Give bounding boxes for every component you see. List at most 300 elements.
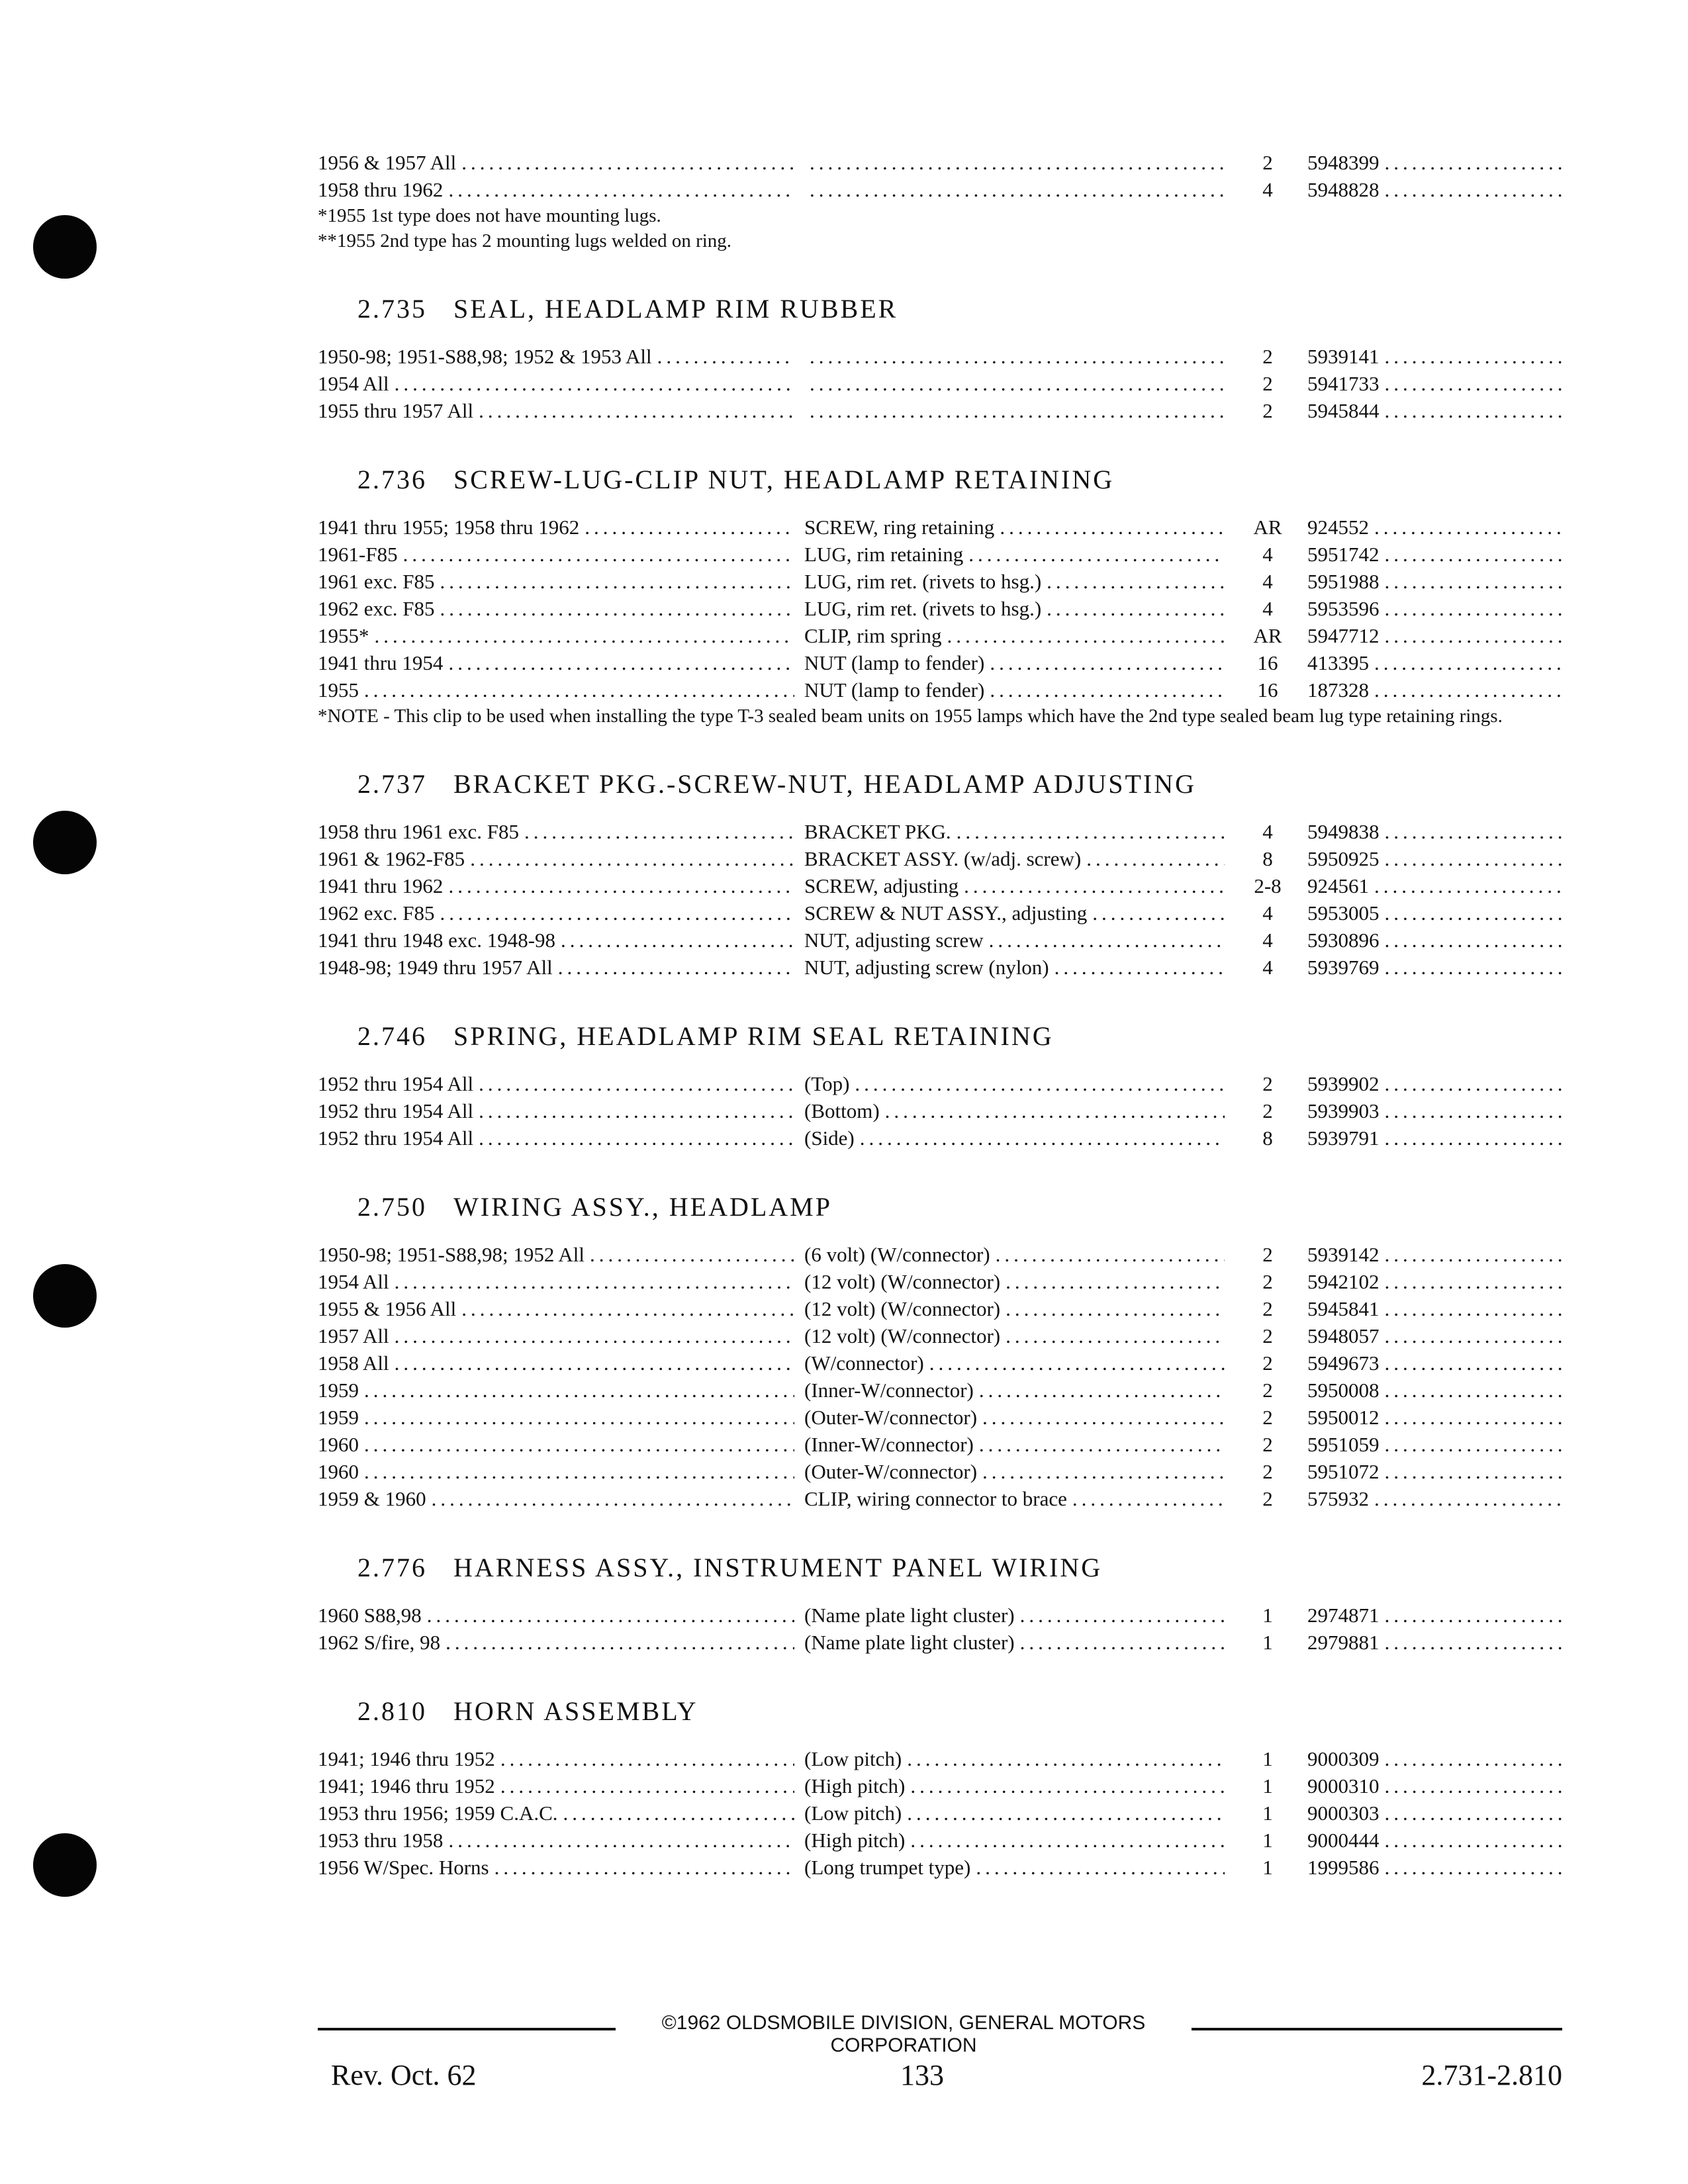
quantity: 2: [1262, 1243, 1273, 1266]
part-row: [318, 1629, 1562, 1656]
dot-leader: [461, 1295, 794, 1322]
part-description-cell: [804, 1431, 1225, 1458]
quantity: 2: [1262, 1351, 1273, 1375]
model-years: 1952 thru 1954 All: [318, 1099, 474, 1122]
part-description: (6 volt) (W/connector): [804, 1243, 990, 1266]
part-number-cell: [1307, 1322, 1566, 1349]
quantity: 1: [1262, 1801, 1273, 1825]
part-description-cell: [804, 568, 1225, 595]
revision-date: Rev. Oct. 62: [331, 2059, 477, 2091]
part-number-cell: [1307, 1745, 1566, 1772]
dot-leader: [500, 1745, 794, 1772]
dot-leader: [448, 872, 794, 899]
quantity: 8: [1262, 1126, 1273, 1150]
model-years: 1959: [318, 1379, 359, 1402]
part-row: [318, 1097, 1562, 1124]
part-number-cell: [1307, 1349, 1566, 1377]
binder-hole: [33, 215, 97, 279]
quantity: 4: [1262, 178, 1273, 201]
part-row: [318, 397, 1562, 424]
part-description-cell: [804, 176, 1225, 203]
dot-leader: [1000, 514, 1225, 541]
model-years-cell: [318, 676, 794, 704]
part-description-cell: [804, 1745, 1225, 1772]
quantity: AR: [1253, 516, 1282, 539]
part-description-cell: [804, 1827, 1225, 1854]
model-years-cell: [318, 1854, 794, 1881]
model-years: 1954 All: [318, 372, 389, 395]
dot-leader: [1006, 1268, 1225, 1295]
model-years: 1941; 1946 thru 1952: [318, 1747, 495, 1770]
dot-leader: [907, 1745, 1225, 1772]
part-number-cell: [1307, 1124, 1566, 1152]
part-number: 187328: [1307, 678, 1369, 702]
model-years: 1958 All: [318, 1351, 389, 1375]
dot-leader: [990, 649, 1225, 676]
model-years: 1955 & 1956 All: [318, 1297, 457, 1320]
parts-section: [318, 1191, 1562, 1512]
part-description-cell: [804, 1854, 1225, 1881]
part-description-cell: [804, 343, 1225, 370]
dot-leader: [364, 1377, 794, 1404]
model-years: 1960: [318, 1460, 359, 1483]
dot-leader: [1385, 1295, 1566, 1322]
part-description: NUT (lamp to fender): [804, 651, 985, 674]
model-years-cell: [318, 1377, 794, 1404]
part-row: [318, 1377, 1562, 1404]
dot-leader: [563, 1799, 794, 1827]
dot-leader: [929, 1349, 1225, 1377]
model-years: 1941; 1946 thru 1952: [318, 1774, 495, 1797]
dot-leader: [976, 1854, 1225, 1881]
dot-leader: [1385, 1349, 1566, 1377]
model-years-cell: [318, 568, 794, 595]
dot-leader: [395, 1322, 794, 1349]
model-years-cell: [318, 176, 794, 203]
part-description: [804, 149, 810, 176]
model-years: 1950-98; 1951-S88,98; 1952 & 1953 All: [318, 345, 652, 368]
part-number-cell: [1307, 818, 1566, 845]
dot-leader: [479, 1097, 794, 1124]
part-number: 5939141: [1307, 345, 1380, 368]
dot-leader: [1385, 1377, 1566, 1404]
part-description: NUT (lamp to fender): [804, 678, 985, 702]
quantity: 16: [1257, 651, 1278, 674]
section-heading: [357, 1021, 1562, 1052]
part-number: 5948399: [1307, 151, 1380, 174]
part-number: 5939142: [1307, 1243, 1380, 1266]
part-number-cell: [1307, 1485, 1566, 1512]
part-description: SCREW, ring retaining: [804, 516, 995, 539]
part-description: (Low pitch): [804, 1801, 902, 1825]
model-years: 1959 & 1960: [318, 1487, 426, 1510]
model-years-cell: [318, 1241, 794, 1268]
part-number-cell: [1307, 622, 1566, 649]
model-years-cell: [318, 1745, 794, 1772]
part-number: 5947712: [1307, 624, 1380, 647]
dot-leader: [1385, 1745, 1566, 1772]
quantity: 2: [1262, 1297, 1273, 1320]
part-description-cell: [804, 1458, 1225, 1485]
part-number-cell: [1307, 1602, 1566, 1629]
dot-leader: [947, 622, 1225, 649]
part-description-cell: [804, 1097, 1225, 1124]
part-number: 5945841: [1307, 1297, 1380, 1320]
binder-hole: [33, 1264, 97, 1328]
dot-leader: [1385, 899, 1566, 927]
dot-leader: [524, 818, 794, 845]
dot-leader: [1385, 818, 1566, 845]
model-years-cell: [318, 370, 794, 397]
model-years: 1962 exc. F85: [318, 597, 435, 620]
dot-leader: [957, 818, 1225, 845]
dot-leader: [810, 149, 1225, 176]
model-years: 1956 W/Spec. Horns: [318, 1856, 489, 1879]
part-row: [318, 872, 1562, 899]
part-number-cell: [1307, 343, 1566, 370]
part-row: [318, 1458, 1562, 1485]
model-years: 1952 thru 1954 All: [318, 1072, 474, 1095]
dot-leader: [982, 1404, 1225, 1431]
part-number-cell: [1307, 1772, 1566, 1799]
part-description: (Outer-W/connector): [804, 1460, 978, 1483]
part-number: 413395: [1307, 651, 1369, 674]
dot-leader: [1385, 1602, 1566, 1629]
part-number-cell: [1307, 1241, 1566, 1268]
dot-leader: [1385, 176, 1566, 203]
part-number: 9000303: [1307, 1801, 1380, 1825]
model-years: 1955*: [318, 624, 369, 647]
section-number: 2.737: [357, 769, 427, 799]
part-row: [318, 1241, 1562, 1268]
dot-leader: [1385, 541, 1566, 568]
part-number-cell: [1307, 872, 1566, 899]
part-row: [318, 370, 1562, 397]
model-years-cell: [318, 1629, 794, 1656]
model-years-cell: [318, 927, 794, 954]
quantity: 2: [1262, 1406, 1273, 1429]
part-description-cell: [804, 649, 1225, 676]
dot-leader: [585, 514, 794, 541]
part-description: [804, 176, 810, 203]
section-title: HORN ASSEMBLY: [453, 1696, 698, 1726]
dot-leader: [1385, 1458, 1566, 1485]
dot-leader: [1385, 595, 1566, 622]
dot-leader: [440, 595, 794, 622]
parts-section: [318, 1696, 1562, 1881]
parts-sections: [318, 293, 1562, 1881]
section-heading: [357, 768, 1562, 799]
quantity: 1: [1262, 1829, 1273, 1852]
part-row: [318, 927, 1562, 954]
part-number: 5951742: [1307, 543, 1380, 566]
part-row: [318, 1799, 1562, 1827]
part-number-cell: [1307, 899, 1566, 927]
section-number: 2.750: [357, 1192, 427, 1222]
dot-leader: [1385, 397, 1566, 424]
dot-leader: [907, 1799, 1225, 1827]
dot-leader: [1092, 899, 1225, 927]
part-row: [318, 1602, 1562, 1629]
part-description-cell: [804, 541, 1225, 568]
section-title: SEAL, HEADLAMP RIM RUBBER: [453, 294, 898, 324]
model-years-cell: [318, 622, 794, 649]
part-description-cell: [804, 1268, 1225, 1295]
quantity: 4: [1262, 597, 1273, 620]
quantity: 2: [1262, 1460, 1273, 1483]
quantity: 2-8: [1254, 874, 1282, 897]
part-number: 5942102: [1307, 1270, 1380, 1293]
continued-parts-table: [318, 149, 1562, 203]
model-years-cell: [318, 1322, 794, 1349]
model-years: 1961-F85: [318, 543, 398, 566]
dot-leader: [590, 1241, 794, 1268]
part-description: (Low pitch): [804, 1747, 902, 1770]
part-row: [318, 1268, 1562, 1295]
model-years: 1948-98; 1949 thru 1957 All: [318, 956, 553, 979]
model-years: 1961 & 1962-F85: [318, 847, 465, 870]
model-years: 1941 thru 1954: [318, 651, 444, 674]
part-number-cell: [1307, 1404, 1566, 1431]
model-years-cell: [318, 397, 794, 424]
model-years: 1958 thru 1961 exc. F85: [318, 820, 519, 843]
part-description-cell: [804, 954, 1225, 981]
dot-leader: [885, 1097, 1225, 1124]
part-description-cell: [804, 1349, 1225, 1377]
part-description-cell: [804, 622, 1225, 649]
part-description-cell: [804, 1377, 1225, 1404]
dot-leader: [479, 1070, 794, 1097]
dot-leader: [1374, 872, 1566, 899]
model-years: 1941 thru 1955; 1958 thru 1962: [318, 516, 580, 539]
part-description: LUG, rim ret. (rivets to hsg.): [804, 570, 1042, 593]
dot-leader: [1385, 1097, 1566, 1124]
part-number-cell: [1307, 1295, 1566, 1322]
part-number: 5949673: [1307, 1351, 1380, 1375]
part-description: [804, 397, 810, 424]
part-number-cell: [1307, 1854, 1566, 1881]
part-number: 5950925: [1307, 847, 1380, 870]
model-years-cell: [318, 872, 794, 899]
parts-list-page: [318, 149, 1562, 1881]
model-years-cell: [318, 649, 794, 676]
part-description-cell: [804, 845, 1225, 872]
part-description-cell: [804, 872, 1225, 899]
dot-leader: [1385, 1854, 1566, 1881]
part-row: [318, 514, 1562, 541]
part-number-cell: [1307, 541, 1566, 568]
section-range: 2.731-2.810: [1421, 2059, 1562, 2091]
dot-leader: [1385, 1772, 1566, 1799]
part-row: [318, 1124, 1562, 1152]
quantity: 1: [1262, 1774, 1273, 1797]
quantity: 2: [1262, 1324, 1273, 1347]
part-number-cell: [1307, 149, 1566, 176]
continued-notes: [318, 203, 1562, 253]
part-row: [318, 1827, 1562, 1854]
dot-leader: [364, 1431, 794, 1458]
part-row: [318, 595, 1562, 622]
dot-leader: [1385, 568, 1566, 595]
part-row: [318, 343, 1562, 370]
section-title: SCREW-LUG-CLIP NUT, HEADLAMP RETAINING: [453, 465, 1115, 494]
part-number-cell: [1307, 649, 1566, 676]
dot-leader: [989, 927, 1225, 954]
model-years-cell: [318, 1458, 794, 1485]
part-number: 5939902: [1307, 1072, 1380, 1095]
section-note: *NOTE - This clip to be used when installing the type T-3 sealed beam units on 1955 lamps which have the 2nd type sealed beam lug type retaining rings.: [318, 705, 1503, 727]
model-years-cell: [318, 343, 794, 370]
dot-leader: [440, 899, 794, 927]
dot-leader: [448, 176, 794, 203]
section-heading: [357, 1191, 1562, 1222]
section-heading: [357, 293, 1562, 324]
part-description: (Outer-W/connector): [804, 1406, 978, 1429]
model-years-cell: [318, 1485, 794, 1512]
part-number-cell: [1307, 1799, 1566, 1827]
part-row: [318, 1349, 1562, 1377]
dot-leader: [964, 872, 1225, 899]
dot-leader: [1374, 514, 1566, 541]
dot-leader: [1374, 1485, 1566, 1512]
dot-leader: [1385, 1827, 1566, 1854]
model-years: 1954 All: [318, 1270, 389, 1293]
part-description-cell: [804, 818, 1225, 845]
part-description-cell: [804, 1241, 1225, 1268]
dot-leader: [810, 397, 1225, 424]
section-title: BRACKET PKG.-SCREW-NUT, HEADLAMP ADJUSTING: [453, 769, 1196, 799]
model-years: 1960 S88,98: [318, 1604, 422, 1627]
model-years-cell: [318, 1097, 794, 1124]
model-years: 1941 thru 1962: [318, 874, 444, 897]
dot-leader: [470, 845, 794, 872]
part-number-cell: [1307, 954, 1566, 981]
part-number: 5930896: [1307, 929, 1380, 952]
dot-leader: [364, 1404, 794, 1431]
dot-leader: [979, 1431, 1225, 1458]
parts-section: [318, 293, 1562, 424]
model-years: 1955: [318, 678, 359, 702]
dot-leader: [996, 1241, 1225, 1268]
parts-section: [318, 464, 1562, 729]
model-years-cell: [318, 1827, 794, 1854]
quantity: 4: [1262, 929, 1273, 952]
dot-leader: [860, 1124, 1225, 1152]
dot-leader: [1006, 1322, 1225, 1349]
part-number-cell: [1307, 1268, 1566, 1295]
part-number-cell: [1307, 514, 1566, 541]
part-description-cell: [804, 1485, 1225, 1512]
part-description-cell: [804, 1602, 1225, 1629]
dot-leader: [1385, 1124, 1566, 1152]
model-years-cell: [318, 595, 794, 622]
part-number-cell: [1307, 1629, 1566, 1656]
part-number-cell: [1307, 370, 1566, 397]
quantity: 2: [1262, 372, 1273, 395]
part-number: 5939791: [1307, 1126, 1380, 1150]
part-number-cell: [1307, 1097, 1566, 1124]
dot-leader: [1385, 954, 1566, 981]
part-description: (Name plate light cluster): [804, 1604, 1015, 1627]
part-description: CLIP, wiring connector to brace: [804, 1487, 1067, 1510]
part-description: SCREW & NUT ASSY., adjusting: [804, 901, 1088, 925]
parts-section: [318, 1552, 1562, 1656]
dot-leader: [910, 1827, 1225, 1854]
footnote: *1955 1st type does not have mounting lugs.: [318, 205, 661, 226]
part-description: LUG, rim ret. (rivets to hsg.): [804, 597, 1042, 620]
dot-leader: [810, 370, 1225, 397]
part-row: [318, 1431, 1562, 1458]
quantity: 2: [1262, 399, 1273, 422]
part-number-cell: [1307, 397, 1566, 424]
part-number-cell: [1307, 676, 1566, 704]
part-number: 5950012: [1307, 1406, 1380, 1429]
dot-leader: [990, 676, 1225, 704]
model-years-cell: [318, 899, 794, 927]
part-description: [804, 370, 810, 397]
dot-leader: [657, 343, 794, 370]
dot-leader: [982, 1458, 1225, 1485]
dot-leader: [1385, 1268, 1566, 1295]
model-years-cell: [318, 1124, 794, 1152]
dot-leader: [1047, 595, 1225, 622]
part-row: [318, 1772, 1562, 1799]
model-years-cell: [318, 818, 794, 845]
dot-leader: [1385, 845, 1566, 872]
dot-leader: [448, 1827, 794, 1854]
dot-leader: [1385, 1404, 1566, 1431]
model-years-cell: [318, 954, 794, 981]
section-number: 2.736: [357, 465, 427, 494]
dot-leader: [1020, 1602, 1225, 1629]
model-years: 1956 & 1957 All: [318, 151, 457, 174]
part-description-cell: [804, 899, 1225, 927]
part-row: [318, 676, 1562, 704]
dot-leader: [1385, 1070, 1566, 1097]
part-number: 2974871: [1307, 1604, 1380, 1627]
quantity: 4: [1262, 543, 1273, 566]
quantity: 4: [1262, 570, 1273, 593]
model-years: 1950-98; 1951-S88,98; 1952 All: [318, 1243, 585, 1266]
quantity: 2: [1262, 345, 1273, 368]
part-number-cell: [1307, 568, 1566, 595]
part-number-cell: [1307, 1070, 1566, 1097]
dot-leader: [1374, 676, 1566, 704]
part-description: (12 volt) (W/connector): [804, 1297, 1001, 1320]
section-title: SPRING, HEADLAMP RIM SEAL RETAINING: [453, 1021, 1054, 1051]
part-description-cell: [804, 1772, 1225, 1799]
dot-leader: [910, 1772, 1225, 1799]
quantity: 1: [1262, 1856, 1273, 1879]
part-number: 2979881: [1307, 1631, 1380, 1654]
section-heading: [357, 464, 1562, 495]
dot-leader: [479, 1124, 794, 1152]
quantity: 2: [1262, 151, 1273, 174]
part-row: [318, 1745, 1562, 1772]
part-number: 5951059: [1307, 1433, 1380, 1456]
dot-leader: [1385, 149, 1566, 176]
quantity: 4: [1262, 820, 1273, 843]
model-years-cell: [318, 1404, 794, 1431]
part-row: [318, 541, 1562, 568]
part-number: 9000310: [1307, 1774, 1380, 1797]
quantity: 4: [1262, 956, 1273, 979]
model-years-cell: [318, 845, 794, 872]
quantity: 2: [1262, 1433, 1273, 1456]
dot-leader: [968, 541, 1225, 568]
part-number: 5950008: [1307, 1379, 1380, 1402]
part-description-cell: [804, 1629, 1225, 1656]
